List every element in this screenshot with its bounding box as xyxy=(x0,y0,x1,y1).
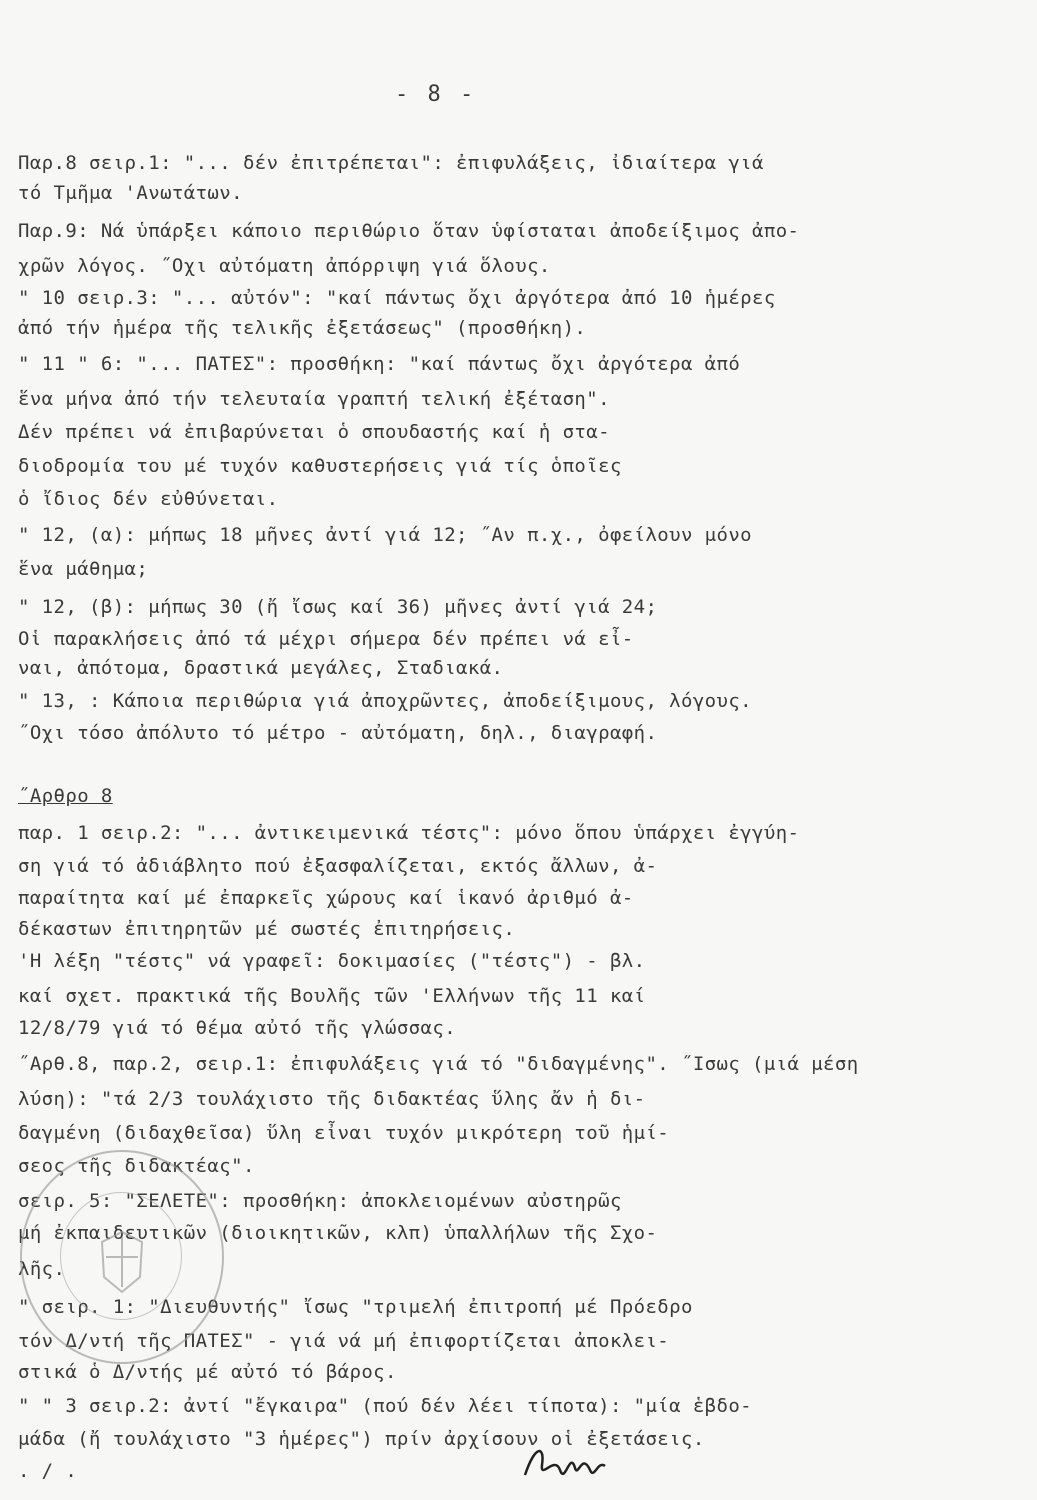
text-line: σειρ. 5: "ΣΕΛΕΤΕ": προσθήκη: ἀποκλειομένων αὐστηρῶς xyxy=(18,1190,622,1212)
text-line: καί σχετ. πρακτικά τῆς Βουλῆς τῶν 'Ελλήνων τῆς 11 καί xyxy=(18,985,646,1007)
text-line: " 12, (β): μήπως 30 (ἤ ἴσως καί 36) μῆνες ἀντί γιά 24; xyxy=(18,596,658,618)
text-line: μάδα (ἤ τουλάχιστο "3 ἡμέρες") πρίν ἀρχίσουν οἱ ἐξετάσεις. xyxy=(18,1428,705,1450)
text-line: λύση): "τά 2/3 τουλάχιστο τῆς διδακτέας ὕλης ἄν ἡ δι- xyxy=(18,1088,646,1110)
text-line: ση γιά τό ἀδιάβλητο πού ἐξασφαλίζεται, εκτός ἄλλων, ἀ- xyxy=(18,855,658,877)
text-line: " 12, (α): μήπως 18 μῆνες ἀντί γιά 12; ˝Αν π.χ., ὀφείλουν μόνο xyxy=(18,524,753,546)
text-line: ˝Αρθ.8, παρ.2, σειρ.1: ἐπιφυλάξεις γιά τό "διδαγμένης". ˝Ισως (μιά μέση xyxy=(18,1053,859,1075)
text-line: " 13, : Κάποια περιθώρια γιά ἀποχρῶντες, ἀποδείξιμους, λόγους. xyxy=(18,690,753,712)
text-line: στικά ὁ Δ/ντής μέ αὐτό τό βάρος. xyxy=(18,1361,397,1383)
text-line: παραίτητα καί μέ ἐπαρκεῖς χώρους καί ἱκανό ἀριθμό ἀ- xyxy=(18,887,634,909)
text-line: ἕνα μήνα ἀπό τήν τελευταία γραπτή τελική ἐξέταση". xyxy=(18,388,610,410)
text-line: 12/8/79 γιά τό θέμα αὐτό τῆς γλώσσας. xyxy=(18,1017,457,1039)
page-number: - 8 - xyxy=(395,82,477,107)
text-line: Παρ.8 σειρ.1: "... δέν ἐπιτρέπεται": ἐπιφυλάξεις, ἰδιαίτερα γιά xyxy=(18,152,764,174)
text-line: ˝Οχι τόσο ἀπόλυτο τό μέτρο - αὐτόματη, δηλ., διαγραφή. xyxy=(18,722,658,744)
text-line: Δέν πρέπει νά ἐπιβαρύνεται ὁ σπουδαστής καί ἡ στα- xyxy=(18,421,610,443)
text-line: Οἱ παρακλήσεις ἀπό τά μέχρι σήμερα δέν πρέπει νά εἶ- xyxy=(18,628,634,650)
text-line: " 11 " 6: "... ΠΑΤΕΣ": προσθήκη: "καί πάντως ὄχι ἀργότερα ἀπό xyxy=(18,353,741,375)
text-line: " σειρ. 1: "Διευθυντής" ἴσως "τριμελή ἐπιτροπή μέ Πρόεδρο xyxy=(18,1296,693,1318)
text-line: τόν Δ/ντή τῆς ΠΑΤΕΣ" - γιά νά μή ἐπιφορτίζεται ἀποκλει- xyxy=(18,1330,670,1352)
text-line: μή ἐκπαιδευτικῶν (διοικητικῶν, κλπ) ὑπαλλήλων τῆς Σχο- xyxy=(18,1222,658,1244)
official-seal-icon xyxy=(20,1150,224,1364)
seal-emblem-icon xyxy=(22,1152,222,1362)
text-line: ἀπό τήν ἡμέρα τῆς τελικῆς ἐξετάσεως" (προσθήκη). xyxy=(18,317,587,339)
text-line: τό Τμῆμα 'Ανωτάτων. xyxy=(18,182,243,204)
text-line: " " 3 σειρ.2: ἀντί "ἔγκαιρα" (πού δέν λέει τίποτα): "μία ἑβδο- xyxy=(18,1395,753,1417)
text-line: Παρ.9: Νά ὑπάρξει κάποιο περιθώριο ὅταν ὑφίσταται ἀποδείξιμος ἀπο- xyxy=(18,220,800,242)
text-line: 'Η λέξη "τέστς" νά γραφεῖ: δοκιμασίες ("τέστς") - βλ. xyxy=(18,950,646,972)
text-line: δαγμένη (διδαχθεῖσα) ὕλη εἶναι τυχόν μικρότερη τοῦ ἡμί- xyxy=(18,1122,670,1144)
text-line: παρ. 1 σειρ.2: "... ἀντικειμενικά τέστς": μόνο ὅπου ὑπάρχει ἐγγύη- xyxy=(18,822,800,844)
text-line: λῆς. xyxy=(18,1258,66,1280)
text-line: " 10 σειρ.3: "... αὐτόν": "καί πάντως ὄχι ἀργότερα ἀπό 10 ἡμέρες xyxy=(18,287,776,309)
text-line: ὁ ἴδιος δέν εὐθύνεται. xyxy=(18,488,279,510)
page-continuation-mark: . / . xyxy=(18,1460,78,1482)
section-heading: ˝Αρθρο 8 xyxy=(18,785,113,807)
text-line: διοδρομία του μέ τυχόν καθυστερήσεις γιά τίς ὁποῖες xyxy=(18,455,622,477)
text-line: ναι, ἀπότομα, δραστικά μεγάλες, Σταδιακά. xyxy=(18,657,504,679)
text-line: σεος τῆς διδακτέας". xyxy=(18,1155,255,1177)
signature-icon xyxy=(520,1440,610,1490)
text-line: ἕνα μάθημα; xyxy=(18,558,149,580)
text-line: χρῶν λόγος. ˝Οχι αὐτόματη ἀπόρριψη γιά ὅλους. xyxy=(18,255,551,277)
text-line: δέκαστων ἐπιτηρητῶν μέ σωστές ἐπιτηρήσεις. xyxy=(18,918,516,940)
